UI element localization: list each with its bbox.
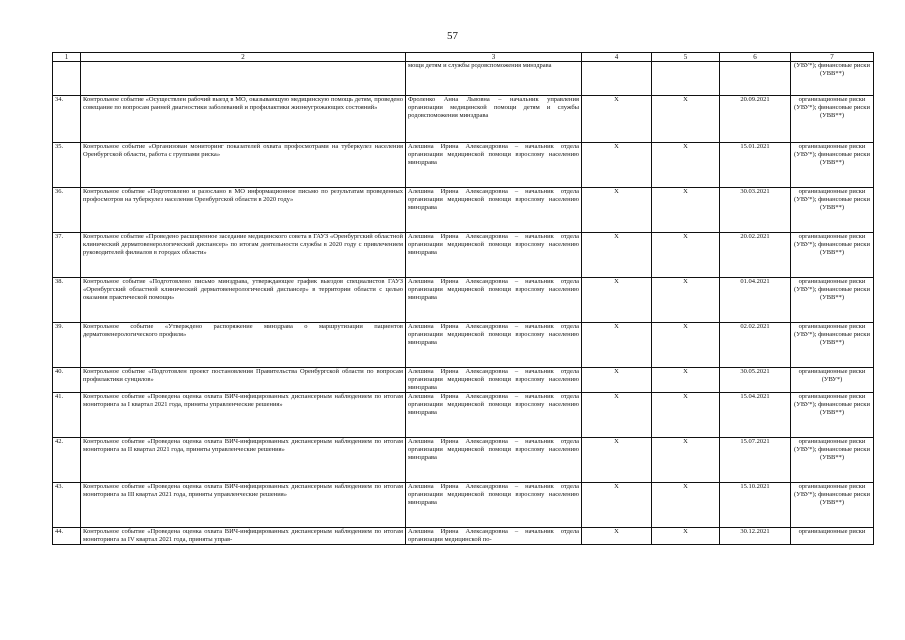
- header-cell: 5: [652, 53, 720, 62]
- risk-cell: организационные риски (УВУ*); финансовые риски (УВВ**): [791, 483, 874, 528]
- event-description: Контрольное событие «Проведено расширенное заседание медицинского совета в ГАУЗ «Оренбургский областной клинический дерматовенерологический диспансер» по итогам деятельности службы в 2020 году с привлечением руководителей филиалов в городах области»: [81, 233, 406, 278]
- control-events-table: [52, 52, 874, 545]
- mark-col4: X: [582, 528, 652, 545]
- mark-col4: X: [582, 438, 652, 483]
- event-description: Контрольное событие «Проведена оценка охвата ВИЧ-инфицированных диспансерным наблюдением по итогам мониторинга за II квартал 2021 года, приняты управленческие решения»: [81, 438, 406, 483]
- row-number: 44.: [53, 528, 81, 545]
- row-number: 40.: [53, 368, 81, 393]
- responsible-person: Алешина Ирина Александровна – начальник отдела организации медицинской по-: [406, 528, 582, 545]
- table-row: [53, 393, 874, 438]
- risk-cell: организационные риски (УВУ*); финансовые риски (УВВ**): [791, 438, 874, 483]
- responsible-person: Алешина Ирина Александровна – начальник отдела организации медицинской помощи взрослому населению минздрава: [406, 438, 582, 483]
- event-description: Контрольное событие «Осуществлен рабочий выезд в МО, оказывающую медицинскую помощь детям, проведено совещание по вопросам ранней диагностики заболеваний и профилактики жизнеугрожающих состояний»: [81, 96, 406, 143]
- row-number: 41.: [53, 393, 81, 438]
- table-row: [53, 233, 874, 278]
- date-cell: 15.10.2021: [720, 483, 791, 528]
- risk-cell: организационные риски (УВУ*); финансовые риски (УВВ**): [791, 233, 874, 278]
- responsible-person: Алешина Ирина Александровна – начальник отдела организации медицинской помощи взрослому населению минздрава: [406, 393, 582, 438]
- mark-col5: X: [652, 438, 720, 483]
- header-cell: 3: [406, 53, 582, 62]
- mark-col4: X: [582, 368, 652, 393]
- event-description: [81, 62, 406, 96]
- mark-col5: X: [652, 96, 720, 143]
- mark-col5: X: [652, 483, 720, 528]
- header-cell: 6: [720, 53, 791, 62]
- event-description: Контрольное событие «Утверждено распоряжение минздрава о маршрутизации пациентов дерматовенерологического профиля»: [81, 323, 406, 368]
- row-number: 42.: [53, 438, 81, 483]
- header-cell: 1: [53, 53, 81, 62]
- risk-cell: организационные риски (УВУ*); финансовые риски (УВВ**): [791, 188, 874, 233]
- table-row: [53, 483, 874, 528]
- mark-col5: X: [652, 188, 720, 233]
- responsible-person: Фроленко Анна Львовна – начальник управления организации медицинской помощи детям и службы родовспоможения минздрава: [406, 96, 582, 143]
- event-description: Контрольное событие «Подготовлено и разослано в МО информационное письмо по результатам проведенных профосмотров на туберкулез населения Оренбургской области в 2020 году»: [81, 188, 406, 233]
- risk-cell: организационные риски: [791, 528, 874, 545]
- row-number: [53, 62, 81, 96]
- risk-cell: организационные риски (УВУ*): [791, 368, 874, 393]
- risk-cell: (УВУ*); финансовые риски (УВВ**): [791, 62, 874, 96]
- date-cell: 20.02.2021: [720, 233, 791, 278]
- page-number: 57: [447, 30, 458, 42]
- risk-cell: организационные риски (УВУ*); финансовые риски (УВВ**): [791, 143, 874, 188]
- event-description: Контрольное событие «Проведена оценка охвата ВИЧ-инфицированных диспансерным наблюдением по итогам мониторинга за IV квартал 2021 года, приняты управ-: [81, 528, 406, 545]
- date-cell: 15.04.2021: [720, 393, 791, 438]
- responsible-person: Алешина Ирина Александровна – начальник отдела организации медицинской помощи взрослому населению минздрава: [406, 143, 582, 188]
- date-cell: 15.07.2021: [720, 438, 791, 483]
- table-row: [53, 438, 874, 483]
- table-row: [53, 278, 874, 323]
- date-cell: 30.12.2021: [720, 528, 791, 545]
- date-cell: 30.03.2021: [720, 188, 791, 233]
- row-number: 43.: [53, 483, 81, 528]
- responsible-person: Алешина Ирина Александровна – начальник отдела организации медицинской помощи взрослому населению минздрава: [406, 368, 582, 393]
- date-cell: 30.05.2021: [720, 368, 791, 393]
- mark-col5: X: [652, 233, 720, 278]
- mark-col4: X: [582, 393, 652, 438]
- risk-cell: организационные риски (УВУ*); финансовые риски (УВВ**): [791, 323, 874, 368]
- row-number: 36.: [53, 188, 81, 233]
- responsible-person: Алешина Ирина Александровна – начальник отдела организации медицинской помощи взрослому населению минздрава: [406, 323, 582, 368]
- table-header-row: [53, 53, 874, 62]
- date-cell: 15.01.2021: [720, 143, 791, 188]
- mark-col5: X: [652, 368, 720, 393]
- mark-col5: X: [652, 278, 720, 323]
- mark-col4: X: [582, 323, 652, 368]
- responsible-person: Алешина Ирина Александровна – начальник отдела организации медицинской помощи взрослому населению минздрава: [406, 278, 582, 323]
- row-number: 39.: [53, 323, 81, 368]
- mark-col5: X: [652, 528, 720, 545]
- date-cell: 01.04.2021: [720, 278, 791, 323]
- header-cell: 4: [582, 53, 652, 62]
- table-row: [53, 143, 874, 188]
- table-row: [53, 96, 874, 143]
- event-description: Контрольное событие «Проведена оценка охвата ВИЧ-инфицированных диспансерным наблюдением по итогам мониторинга за III квартал 2021 года, приняты управленческие решения»: [81, 483, 406, 528]
- risk-cell: организационные риски (УВУ*); финансовые риски (УВВ**): [791, 393, 874, 438]
- table-row: [53, 528, 874, 545]
- event-description: Контрольное событие «Подготовлено письмо минздрава, утверждающее график выездов специалистов ГАУЗ «Оренбургский областной клинический дерматовенерологический диспансер» в территории области с целью оказания практической помощи»: [81, 278, 406, 323]
- mark-col5: X: [652, 393, 720, 438]
- row-number: 35.: [53, 143, 81, 188]
- continuation-row: [53, 62, 874, 96]
- table-row: [53, 368, 874, 393]
- row-number: 37.: [53, 233, 81, 278]
- event-description: Контрольное событие «Подготовлен проект постановления Правительства Оренбургской области по вопросам профилактики сунцилов»: [81, 368, 406, 393]
- row-number: 38.: [53, 278, 81, 323]
- risk-cell: организационные риски (УВУ*); финансовые риски (УВВ**): [791, 96, 874, 143]
- mark-col4: X: [582, 483, 652, 528]
- mark-col5: X: [652, 323, 720, 368]
- mark-col4: [582, 62, 652, 96]
- responsible-person: Алешина Ирина Александровна – начальник отдела организации медицинской помощи взрослому населению минздрава: [406, 188, 582, 233]
- row-number: 34.: [53, 96, 81, 143]
- date-cell: 20.09.2021: [720, 96, 791, 143]
- risk-cell: организационные риски (УВУ*); финансовые риски (УВВ**): [791, 278, 874, 323]
- table-row: [53, 188, 874, 233]
- responsible-person: Алешина Ирина Александровна – начальник отдела организации медицинской помощи взрослому населению минздрава: [406, 483, 582, 528]
- table-row: [53, 323, 874, 368]
- header-cell: 2: [81, 53, 406, 62]
- event-description: Контрольное событие «Проведена оценка охвата ВИЧ-инфицированных диспансерным наблюдением по итогам мониторинга за I квартал 2021 года, приняты управленческие решения»: [81, 393, 406, 438]
- responsible-person: мощи детям и службы родовспоможения минздрава: [406, 62, 582, 96]
- date-cell: 02.02.2021: [720, 323, 791, 368]
- mark-col4: X: [582, 188, 652, 233]
- header-cell: 7: [791, 53, 874, 62]
- date-cell: [720, 62, 791, 96]
- mark-col4: X: [582, 278, 652, 323]
- mark-col5: X: [652, 143, 720, 188]
- event-description: Контрольное событие «Организован мониторинг показателей охвата профосмотрами на туберкулез населения Оренбургской области, работа с группами риска»: [81, 143, 406, 188]
- mark-col4: X: [582, 143, 652, 188]
- mark-col4: X: [582, 96, 652, 143]
- responsible-person: Алешина Ирина Александровна – начальник отдела организации медицинской помощи взрослому населению минздрава: [406, 233, 582, 278]
- mark-col5: [652, 62, 720, 96]
- mark-col4: X: [582, 233, 652, 278]
